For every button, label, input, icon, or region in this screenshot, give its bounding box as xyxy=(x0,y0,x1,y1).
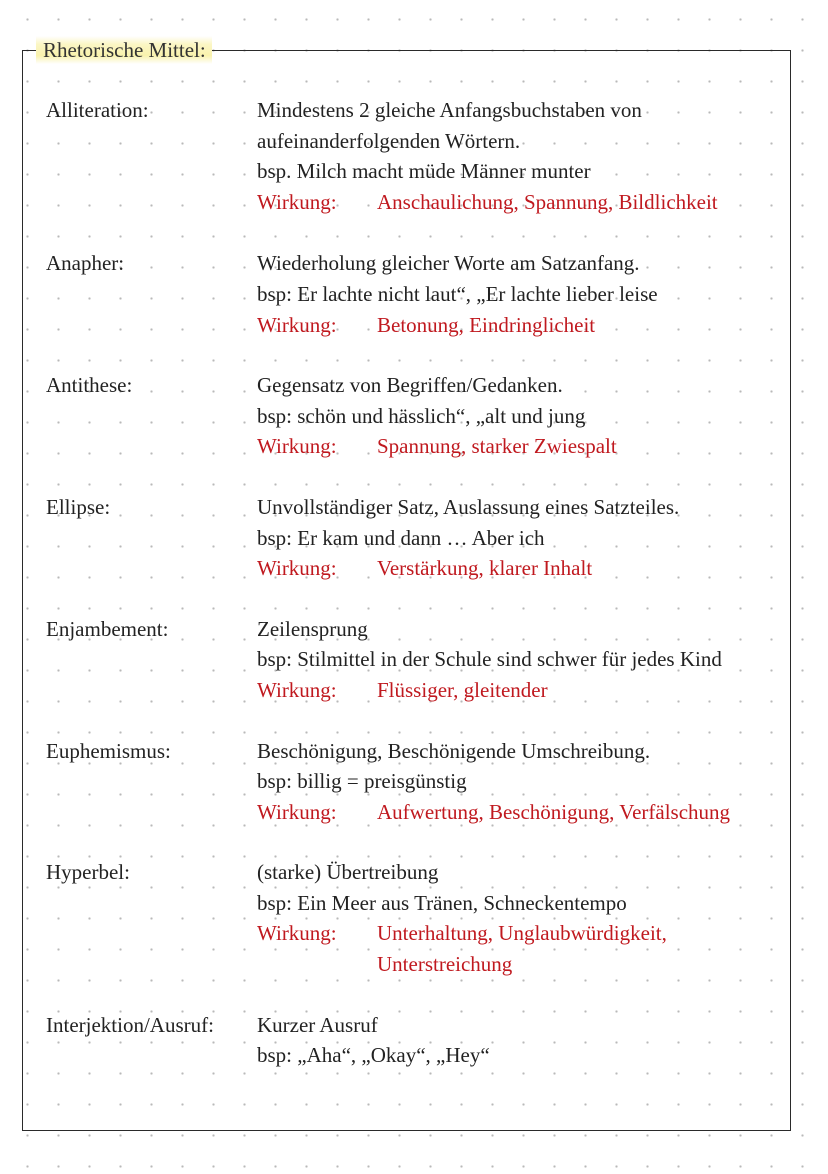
definition-line: Wiederholung gleicher Worte am Satzanfang. xyxy=(257,251,640,276)
effect-values xyxy=(377,431,617,462)
definition-line: Kurzer Ausruf xyxy=(257,1012,378,1037)
entry-euphemismus xyxy=(46,736,786,828)
term-label: Ellipse: xyxy=(46,494,111,519)
example-line: bsp: Er kam und dann … Aber ich xyxy=(257,525,545,550)
effect-values xyxy=(377,797,730,828)
effect-row xyxy=(257,553,786,584)
term-label: Hyperbel: xyxy=(46,860,130,885)
effect-label: Wirkung: xyxy=(257,677,337,702)
term-label: Anapher: xyxy=(46,251,125,276)
entry-ellipse xyxy=(46,492,786,584)
entry-alliteration xyxy=(46,95,786,217)
effect-value: Betonung, Eindringlicheit xyxy=(377,312,596,337)
definition-line: Zeilensprung xyxy=(257,616,368,641)
effect-label: Wirkung: xyxy=(257,189,337,214)
effect-value: Flüssiger, gleitender xyxy=(377,677,548,702)
effect-value: Aufwertung, Beschönigung, Verfälschung xyxy=(377,799,731,824)
definition-line: Unvollständiger Satz, Auslassung eines Satzteiles. xyxy=(257,494,680,519)
effect-row xyxy=(257,797,786,828)
definition-line: Mindestens 2 gleiche Anfangsbuchstaben von xyxy=(257,98,642,122)
effect-label: Wirkung: xyxy=(257,312,337,337)
example-line: bsp: Er lachte nicht laut“, „Er lachte lieber leise xyxy=(257,281,658,306)
example-line: bsp. Milch macht müde Männer munter xyxy=(257,159,591,184)
definition-line: Gegensatz von Begriffen/Gedanken. xyxy=(257,373,563,398)
term-label: Interjektion/Ausruf: xyxy=(46,1012,214,1037)
example-line: bsp: „Aha“, „Okay“, „Hey“ xyxy=(257,1043,490,1068)
entry-body xyxy=(257,1010,786,1071)
effect-row xyxy=(257,431,786,462)
term-label: Alliteration: xyxy=(46,98,149,122)
entry-antithese xyxy=(46,370,786,462)
effect-values xyxy=(377,918,667,979)
definition-line: aufeinanderfolgenden Wörtern. xyxy=(257,128,521,153)
effect-values xyxy=(377,675,548,706)
entry-anapher xyxy=(46,248,786,340)
effect-row xyxy=(257,310,786,341)
effect-value: Anschaulichung, Spannung, Bildlichkeit xyxy=(377,189,718,214)
example-line: bsp: schön und hässlich“, „alt und jung xyxy=(257,403,586,428)
effect-label: Wirkung: xyxy=(257,556,337,581)
example-line: bsp: Stilmittel in der Schule sind schwer für jedes Kind xyxy=(257,647,722,672)
effect-value: Unterstreichung xyxy=(377,952,513,977)
effect-label: Wirkung: xyxy=(257,799,337,824)
effect-value: Spannung, starker Zwiespalt xyxy=(377,434,617,459)
effect-label: Wirkung: xyxy=(257,434,337,459)
example-line: bsp: Ein Meer aus Tränen, Schneckentempo xyxy=(257,890,627,915)
device-list xyxy=(46,95,786,1071)
entry-body xyxy=(257,248,786,340)
entry-body xyxy=(257,492,786,584)
effect-values xyxy=(377,187,718,218)
entry-body xyxy=(257,736,786,828)
effect-value: Unterhaltung, Unglaubwürdigkeit, xyxy=(377,921,667,946)
definition-line: Beschönigung, Beschönigende Umschreibung. xyxy=(257,738,651,763)
term-label: Antithese: xyxy=(46,373,133,398)
example-line: bsp: billig = preisgünstig xyxy=(257,769,467,794)
effect-row xyxy=(257,675,786,706)
term-label: Enjambement: xyxy=(46,616,169,641)
entry-body xyxy=(257,370,786,462)
entry-body xyxy=(257,95,786,217)
entry-hyperbel xyxy=(46,857,786,979)
effect-row xyxy=(257,918,786,979)
effect-values xyxy=(377,553,592,584)
effect-label: Wirkung: xyxy=(257,921,337,946)
entry-enjambement xyxy=(46,614,786,706)
entry-interjektion xyxy=(46,1010,786,1071)
term-label: Euphemismus: xyxy=(46,738,171,763)
effect-values xyxy=(377,310,595,341)
page-title: Rhetorische Mittel: xyxy=(36,36,212,64)
entry-body xyxy=(257,857,786,979)
definition-line: (starke) Übertreibung xyxy=(257,860,439,885)
effect-value: Verstärkung, klarer Inhalt xyxy=(377,556,593,581)
entry-body xyxy=(257,614,786,706)
effect-row xyxy=(257,187,786,218)
